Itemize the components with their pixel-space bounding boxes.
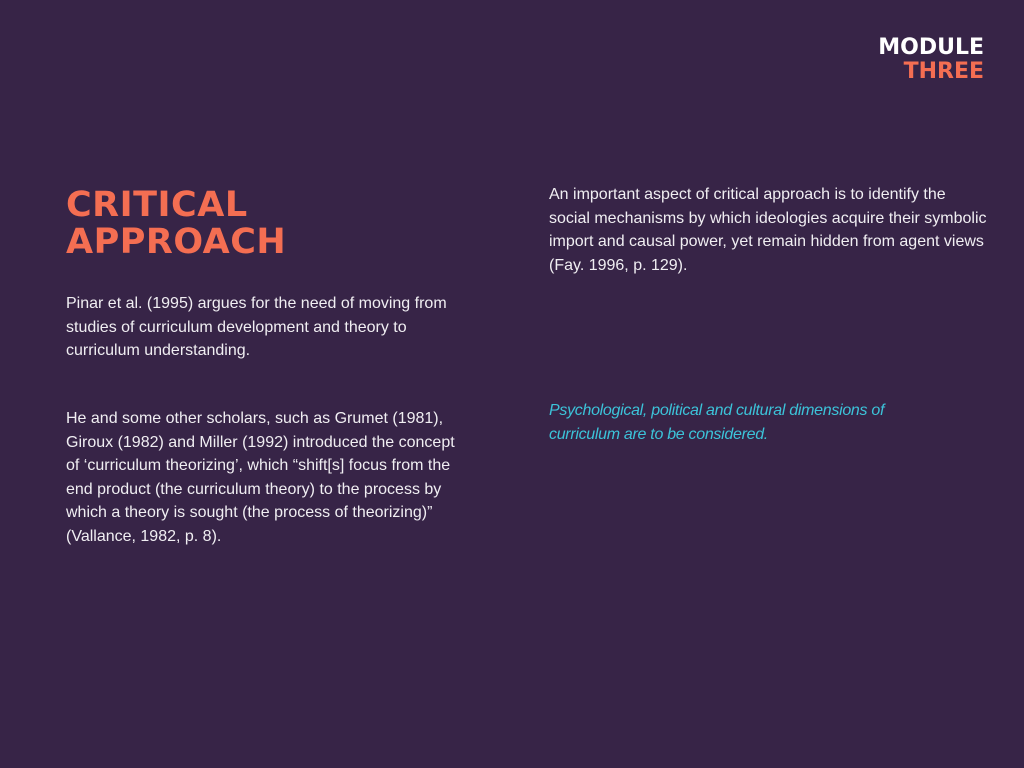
module-label-line2: THREE [903, 59, 984, 84]
module-label [878, 36, 984, 84]
right-paragraph-1: An important aspect of critical approach is to identify the social mechanisms by which ideologies acquire their symbolic import and causal power, yet remain hidden from agent views (Fay. 1996, p. 129). [549, 186, 987, 274]
slide-title-line1: CRITICAL [66, 185, 248, 225]
module-label-line1: MODULE [878, 35, 984, 60]
slide-title-line2: APPROACH [66, 222, 287, 262]
highlight-note: Psychological, political and cultural dimensions of curriculum are to be considered. [549, 402, 885, 443]
left-paragraph-1: Pinar et al. (1995) argues for the need of moving from studies of curriculum development and theory to curriculum understanding. [66, 295, 447, 359]
slide-title [66, 187, 286, 261]
left-paragraph-2: He and some other scholars, such as Grumet (1981), Giroux (1982) and Miller (1992) introduced the concept of ‘curriculum theorizing’, which “shift[s] focus from the end product (the curriculum theory) to the process by which a theory is sought (the process of theorizing)” (Vallance, 1982, p. 8). [66, 410, 455, 545]
